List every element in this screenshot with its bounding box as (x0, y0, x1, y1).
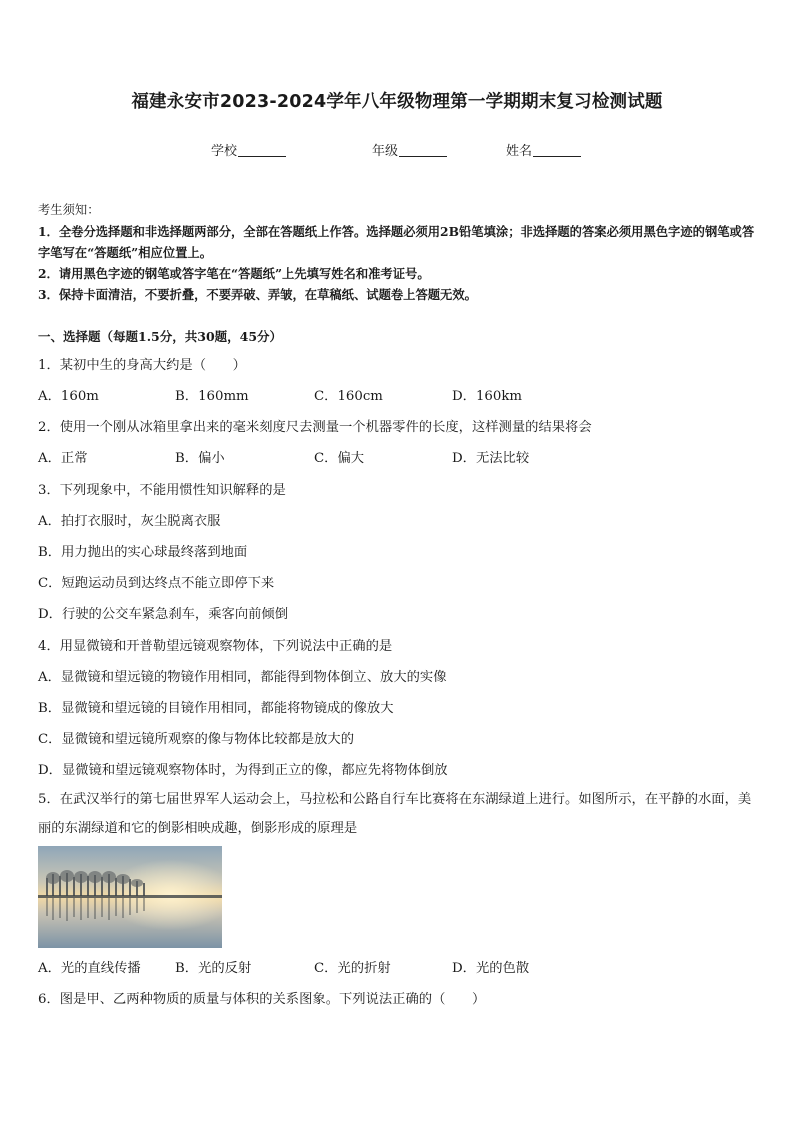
notice-block (38, 200, 758, 305)
name-field (506, 140, 581, 159)
q4-option-b: B．显微镜和望远镜的目镜作用相同，都能将物镜成的像放大 (38, 701, 394, 716)
grade-label: 年级 (372, 144, 399, 159)
q3-option-c: C．短跑运动员到达终点不能立即停下来 (38, 576, 275, 591)
q1-option-c: C．160cm (314, 389, 383, 404)
name-blank[interactable] (533, 144, 581, 157)
school-field (211, 140, 286, 159)
lake-reflection-photo (38, 846, 222, 948)
q5-option-a: A．光的直线传播 (38, 961, 141, 976)
q2-option-c: C．偏大 (314, 451, 365, 466)
q2-option-b: B．偏小 (175, 451, 225, 466)
name-label: 姓名 (506, 144, 533, 159)
notice-heading: 考生须知： (38, 203, 100, 217)
question-1-stem: 1．某初中生的身高大约是（ ） (38, 358, 246, 373)
notice-item-3: 3．保持卡面清洁，不要折叠，不要弄破、弄皱，在草稿纸、试题卷上答题无效。 (38, 287, 477, 302)
question-3-stem: 3．下列现象中，不能用惯性知识解释的是 (38, 483, 286, 498)
section-heading-choice: 一、选择题（每题1.5分，共30题，45分） (38, 329, 283, 344)
q1-option-d: D．160km (452, 389, 523, 404)
q5-option-c: C．光的折射 (314, 961, 391, 976)
q3-option-d: D．行驶的公交车紧急刹车，乘客向前倾倒 (38, 607, 289, 622)
q1-option-b: B．160mm (175, 389, 249, 404)
q2-option-a: A．正常 (38, 451, 88, 466)
grade-blank[interactable] (399, 144, 447, 157)
q4-option-a: A．显微镜和望远镜的物镜作用相同，都能得到物体倒立、放大的实像 (38, 670, 447, 685)
question-5-stem: 5．在武汉举行的第七届世界军人运动会上，马拉松和公路自行车比赛将在东湖绿道上进行。如图所示，在平静的水面，美丽的东湖绿道和它的倒影相映成趣，倒影形成的原理是 (38, 792, 752, 836)
q4-option-d: D．显微镜和望远镜观察物体时，为得到正立的像，都应先将物体倒放 (38, 763, 448, 778)
q4-option-c: C．显微镜和望远镜所观察的像与物体比较都是放大的 (38, 732, 355, 747)
notice-item-1: 1．全卷分选择题和非选择题两部分，全部在答题纸上作答。选择题必须用2B铅笔填涂；非选择题的答案必须用黑色字迹的钢笔或答字笔写在“答题纸”相应位置上。 (38, 224, 755, 260)
exam-title: 福建永安市2023-2024学年八年级物理第一学期期末复习检测试题 (131, 92, 663, 112)
q3-option-a: A．拍打衣服时，灰尘脱离衣服 (38, 514, 221, 529)
q2-option-d: D．无法比较 (452, 451, 530, 466)
question-6-stem: 6．图是甲、乙两种物质的质量与体积的关系图象。下列说法正确的（ ） (38, 992, 486, 1007)
question-4-stem: 4．用显微镜和开普勒望远镜观察物体，下列说法中正确的是 (38, 639, 393, 654)
question-2-stem: 2．使用一个刚从冰箱里拿出来的毫米刻度尺去测量一个机器零件的长度，这样测量的结果将会 (38, 420, 592, 435)
q5-option-d: D．光的色散 (452, 961, 530, 976)
school-label: 学校 (211, 144, 238, 159)
school-blank[interactable] (238, 144, 286, 157)
grade-field (372, 140, 447, 159)
notice-item-2: 2．请用黑色字迹的钢笔或答字笔在“答题纸”上先填写姓名和准考证号。 (38, 266, 430, 281)
q5-option-b: B．光的反射 (175, 961, 252, 976)
q1-option-a: A．160m (38, 389, 99, 404)
q3-option-b: B．用力抛出的实心球最终落到地面 (38, 545, 248, 560)
